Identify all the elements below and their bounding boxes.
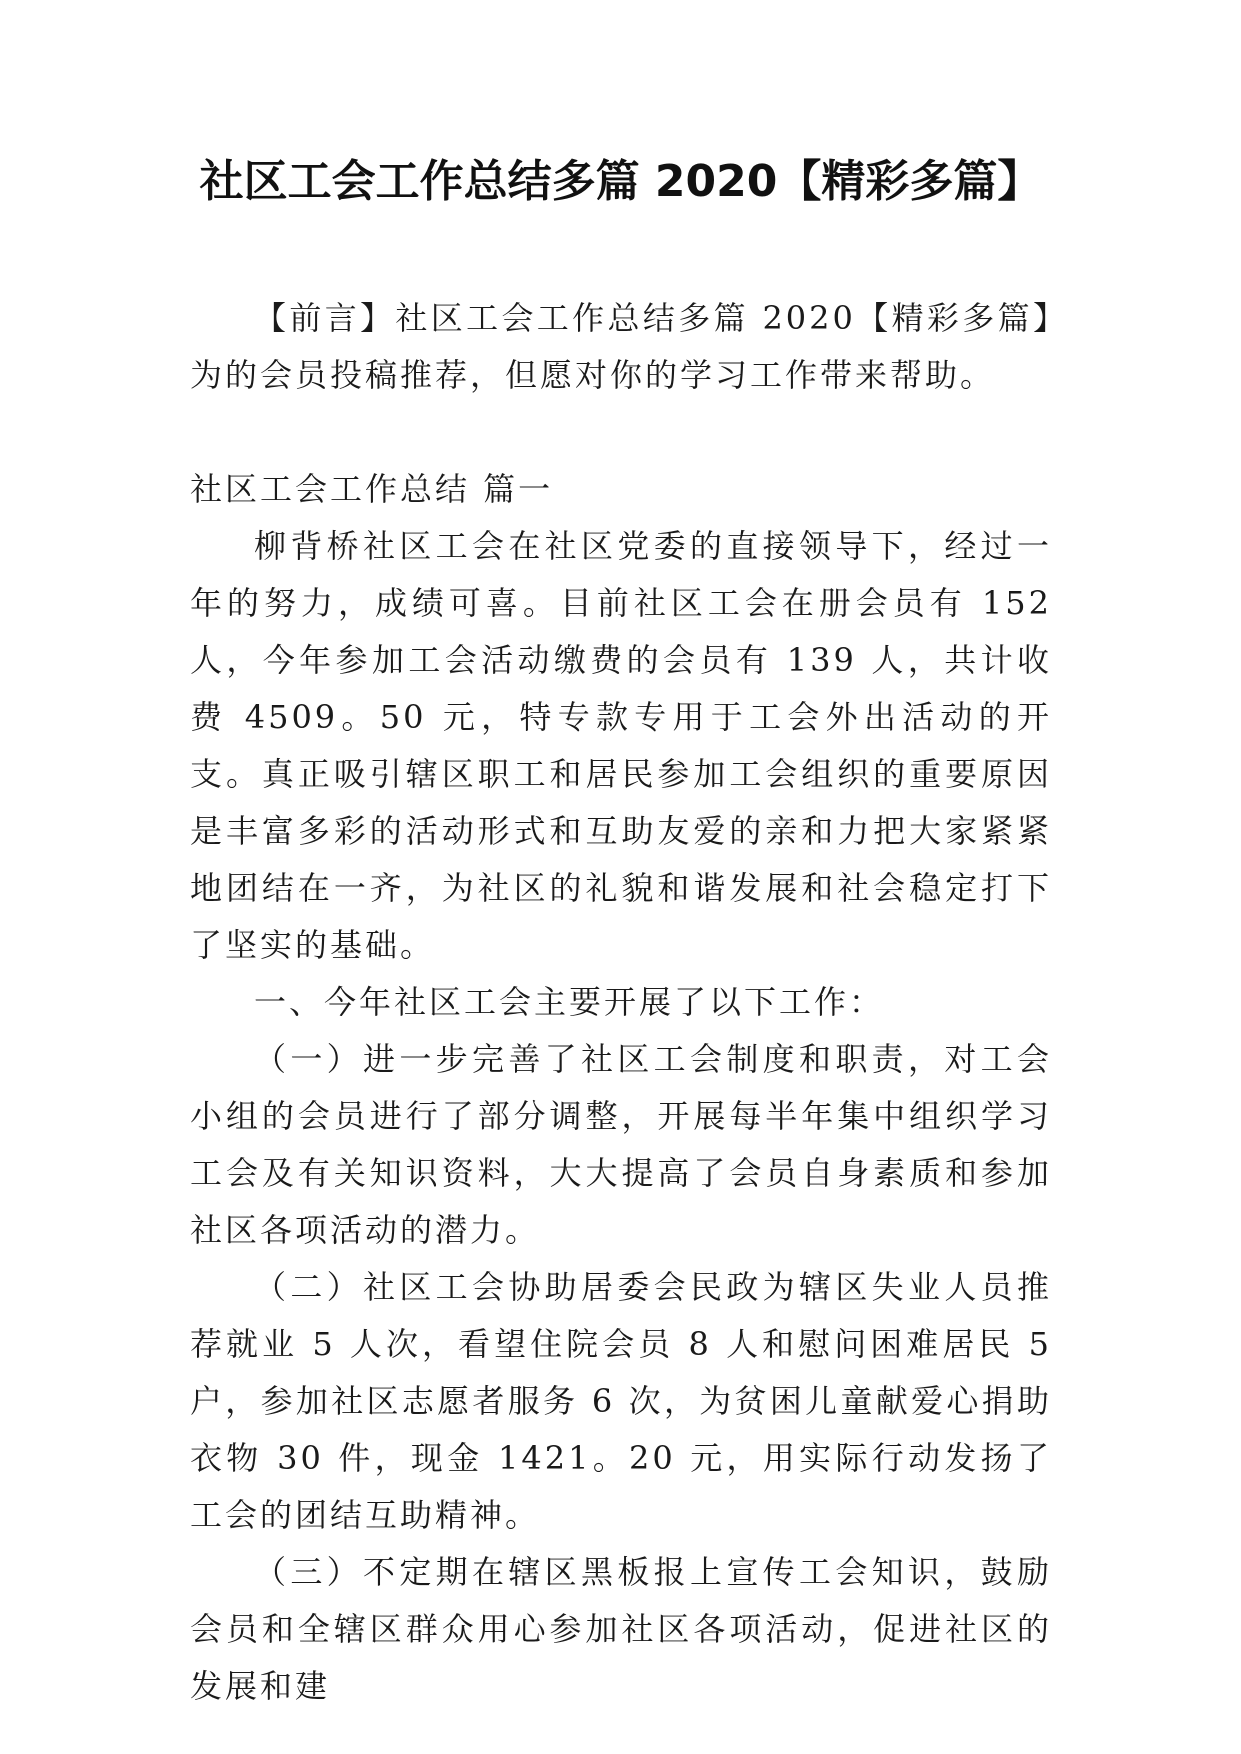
body-paragraph: 柳背桥社区工会在社区党委的直接领导下，经过一年的努力，成绩可喜。目前社区工会在册会员有 152 人，今年参加工会活动缴费的会员有 139 人，共计收费 4509。50 元，特专款专用于工会外出活动的开支。真正吸引辖区职工和居民参加工会组织的重要原因是丰富多彩的活动形式和互助友爱的亲和力把大家紧紧地团结在一齐，为社区的礼貌和谐发展和社会稳定打下了坚实的基础。 [190, 527, 1052, 964]
preface-paragraph: 【前言】社区工会工作总结多篇 2020【精彩多篇】为的会员投稿推荐，但愿对你的学习工作带来帮助。 [190, 299, 1052, 394]
document-body [190, 290, 1052, 1715]
section-heading: 社区工会工作总结 篇一 [190, 470, 554, 508]
body-paragraph: 一、今年社区工会主要开展了以下工作： [254, 983, 885, 1021]
body-paragraph: （一）进一步完善了社区工会制度和职责，对工会小组的会员进行了部分调整，开展每半年集中组织学习工会及有关知识资料，大大提高了会员自身素质和参加社区各项活动的潜力。 [190, 1040, 1052, 1249]
document-title: 社区工会工作总结多篇 2020【精彩多篇】 [199, 156, 1042, 207]
body-paragraph: （三）不定期在辖区黑板报上宣传工会知识，鼓励会员和全辖区群众用心参加社区各项活动，促进社区的发展和建 [190, 1553, 1052, 1705]
body-paragraph: （二）社区工会协助居委会民政为辖区失业人员推荐就业 5 人次，看望住院会员 8 人和慰问困难居民 5 户，参加社区志愿者服务 6 次，为贫困儿童献爱心捐助衣物 30 件，现金 1421。20 元，用实际行动发扬了工会的团结互助精神。 [190, 1268, 1052, 1534]
